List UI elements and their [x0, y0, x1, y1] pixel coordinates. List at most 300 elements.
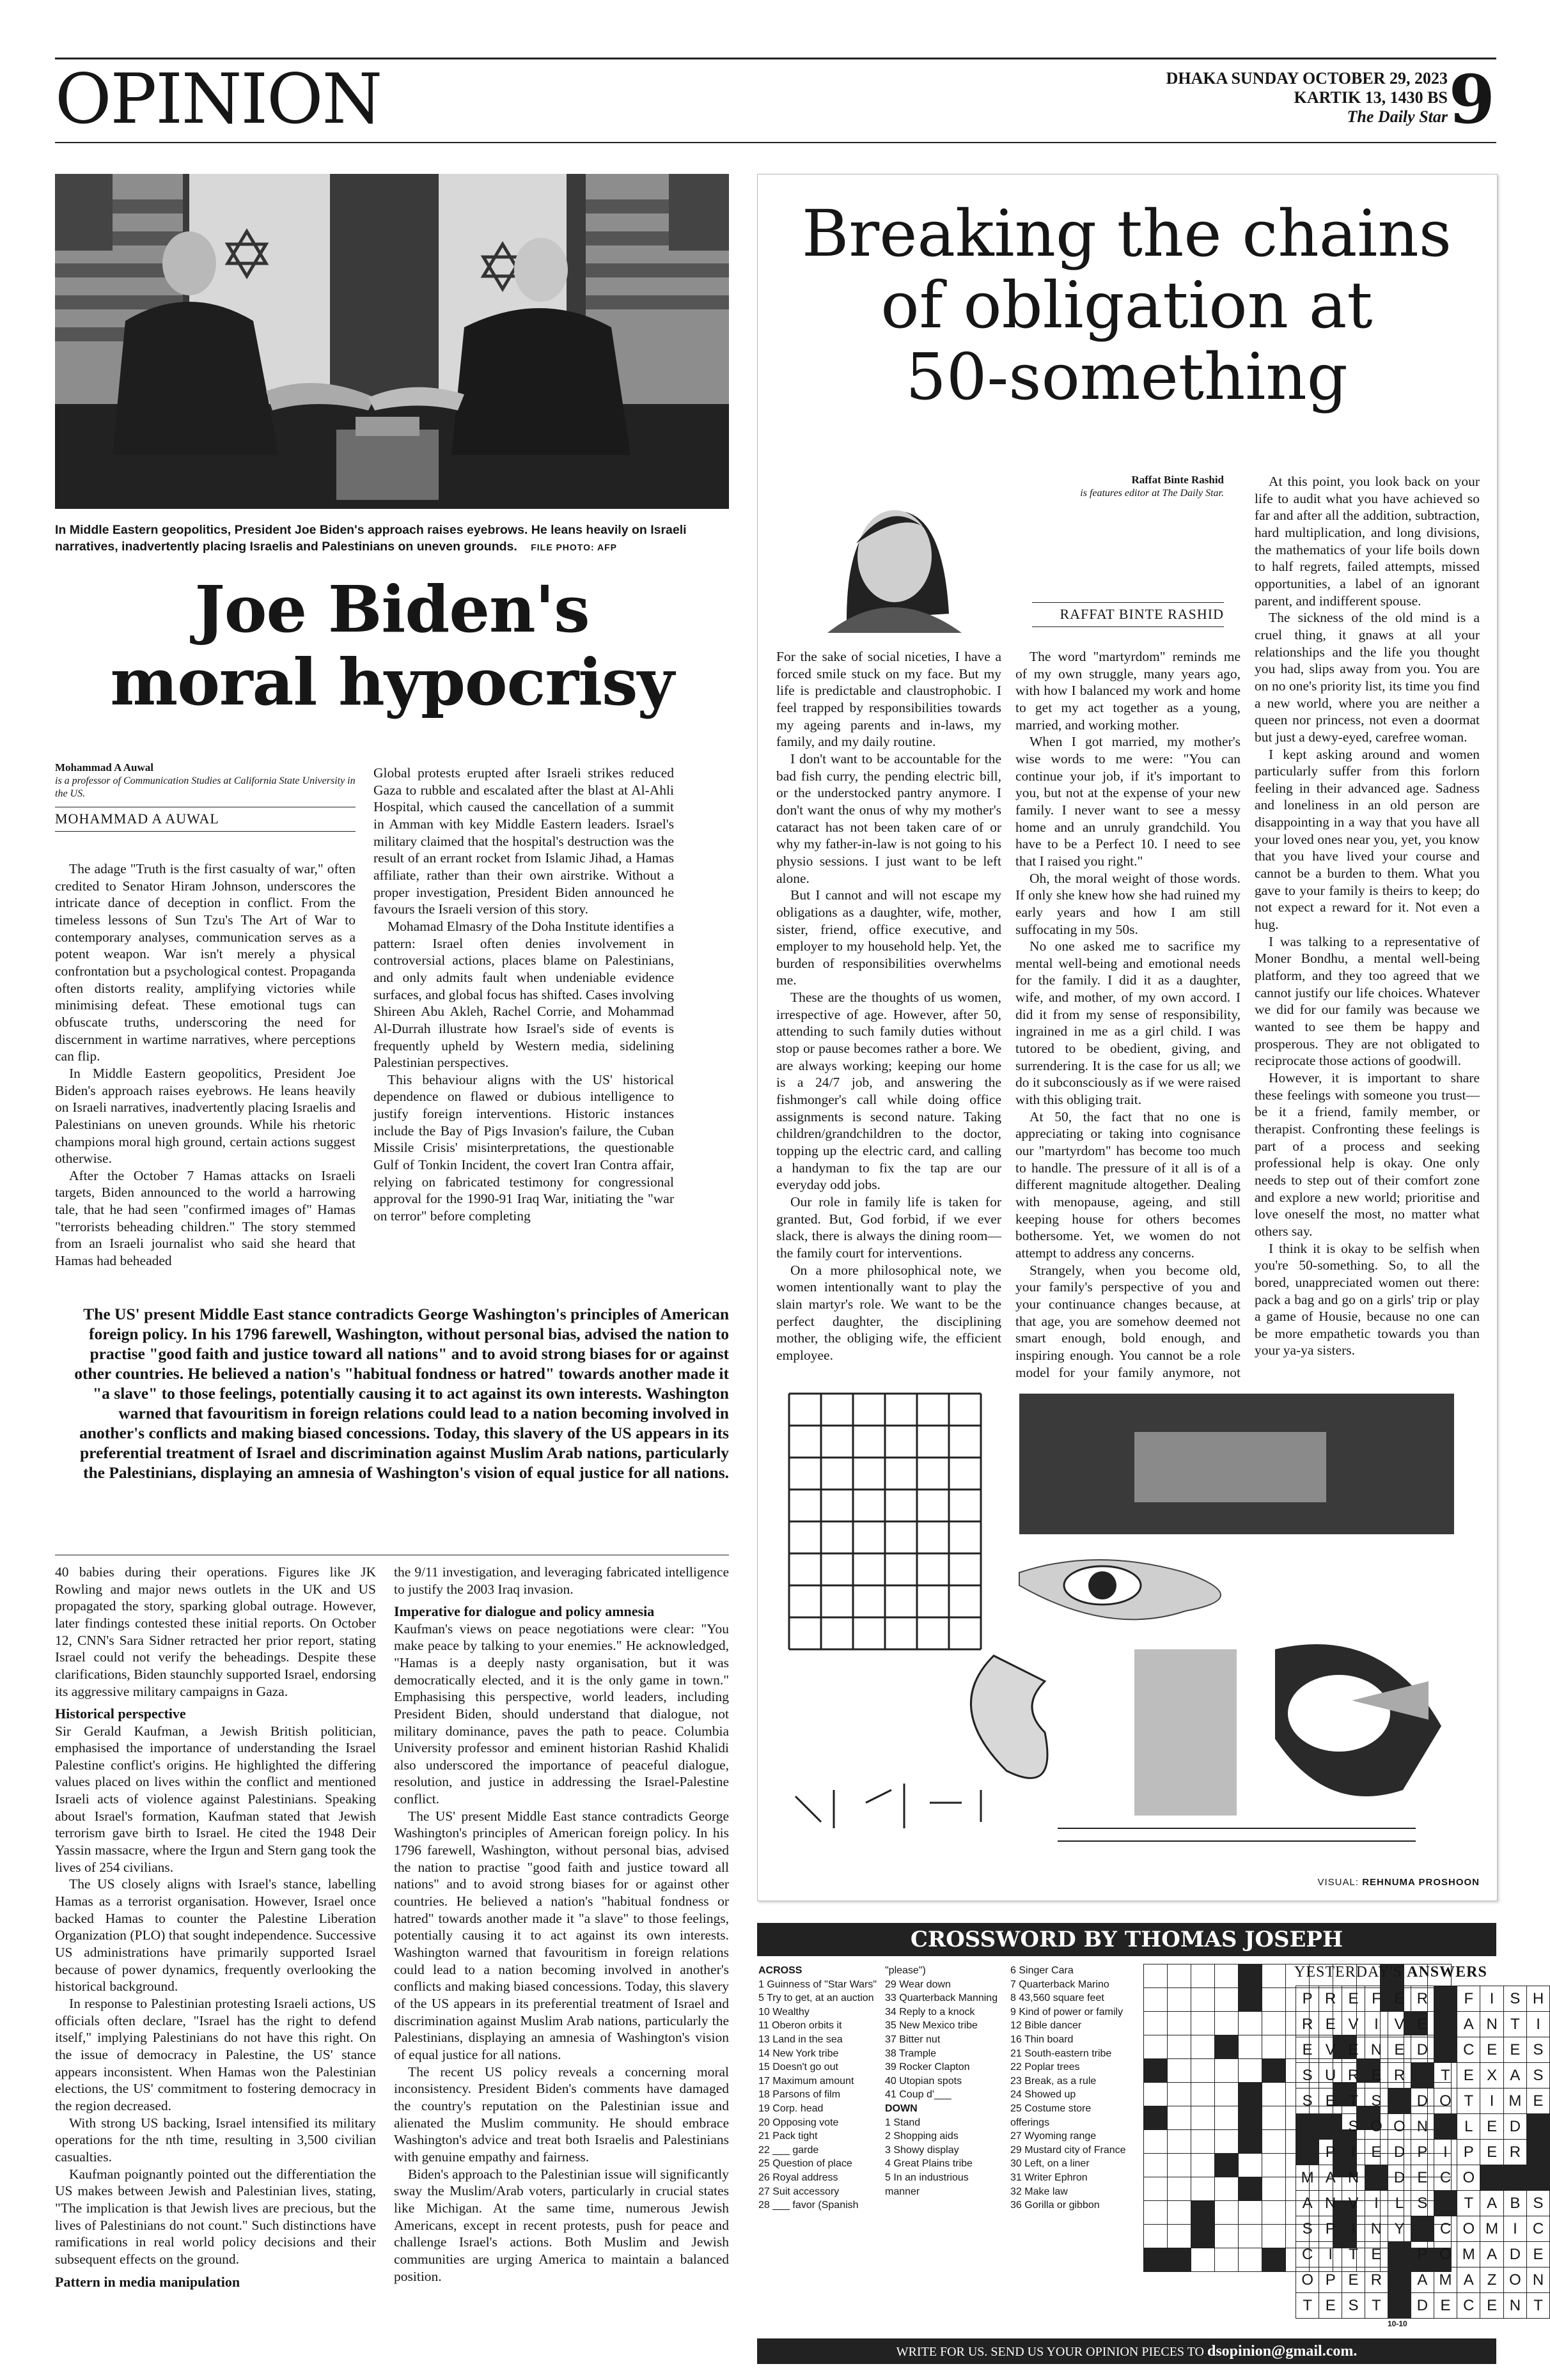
answer-cell: R	[1388, 2063, 1411, 2088]
answer-cell: D	[1503, 2114, 1526, 2140]
left-author-bio	[55, 761, 356, 800]
answer-cell: R	[1342, 2063, 1365, 2088]
paragraph: Sir Gerald Kaufman, a Jewish British politician, emphasised the importance of understanding the Israel Palestine conflict's origins. He highlighted the differing values placed on lives within the conflict and mentioned Israeli acts of violence against Palestinians. Speaking about Israel's formation, Kaufman stated that Jewish terrorism gave birth to Israel. He cited the 1948 Deir Yassin massacre, where the Irgun and Stern gang took the lives of 254 civilians.	[55, 1723, 376, 1875]
crossword-cell[interactable]	[1215, 2177, 1239, 2201]
answer-cell: S	[1527, 2063, 1550, 2088]
crossword-clue: 2 Shopping aids	[885, 2131, 959, 2142]
answer-cell	[1319, 2114, 1342, 2140]
paragraph: The word "martyrdom" reminds me of my own struggle, many years ago, with how I balanced my work and home to get my act together as a young, married, and working mother.	[1015, 649, 1241, 733]
crossword-cell[interactable]	[1168, 1988, 1191, 2012]
answer-cell: N	[1319, 2191, 1342, 2216]
crossword-cell[interactable]	[1168, 2012, 1191, 2035]
crossword-clue: 37 Bitter nut	[885, 2034, 941, 2045]
answer-cell: A	[1457, 2267, 1480, 2293]
answer-cell	[1527, 2165, 1550, 2191]
crossword-cell[interactable]	[1215, 2012, 1239, 2035]
crossword-clue: 10 Wealthy	[758, 2006, 810, 2018]
crossword-cell[interactable]	[1144, 2154, 1168, 2177]
crossword-cell[interactable]	[1168, 2035, 1191, 2059]
left-headline-line2: moral hypocrisy	[110, 644, 674, 720]
paragraph: I kept asking around and women particularly suffer from this forlorn feeling in their advanced age. Sadness and loneliness in an old person are disappointing in a way that you have all your loved ones near you, yet, you know that you have lived your course and cannot be a burden to them. What you gave to your family is theirs to keep; do not expect a reward for it. Not even a hug.	[1255, 746, 1480, 933]
answer-cell	[1296, 2114, 1319, 2140]
answer-cell: E	[1342, 2037, 1365, 2063]
answer-cell: I	[1480, 2088, 1503, 2114]
answer-cell: R	[1503, 2140, 1526, 2165]
answer-cell: E	[1365, 2063, 1388, 2088]
answer-cell: E	[1411, 2012, 1434, 2037]
paragraph: Mohamad Elmasry of the Doha Institute identifies a pattern: Israel often denies involvement in controversial actions, places blame on Palestinians, and only admits fault when undeniable evidence surfaces, and global focus has shifted. Cases involving Shireen Abu Akleh, Rachel Corrie, and Mohammad Al-Durrah illustrate how Israel's side of events is frequently upheld by Western media, sidelining Palestinian perspectives.	[373, 918, 674, 1071]
crossword-cell[interactable]	[1168, 2225, 1191, 2248]
right-col2	[1015, 648, 1241, 1380]
crossword-cell[interactable]	[1168, 2130, 1191, 2154]
answer-cell: M	[1457, 2242, 1480, 2267]
crossword-clue: 22 ___ garde	[758, 2144, 819, 2156]
crossword-cell	[1215, 2154, 1239, 2177]
answer-cell: E	[1434, 2293, 1457, 2319]
answer-cell: S	[1527, 2191, 1550, 2216]
answer-cell: H	[1527, 1986, 1550, 2012]
crossword-cell[interactable]	[1239, 2248, 1262, 2272]
answer-cell: V	[1342, 2012, 1365, 2037]
crossword-cell[interactable]	[1144, 2177, 1168, 2201]
answer-cell	[1365, 2165, 1388, 2191]
crossword-cell	[1239, 2106, 1262, 2130]
crossword-cell[interactable]	[1191, 2248, 1215, 2272]
answer-cell: R	[1365, 2267, 1388, 2293]
answer-cell	[1388, 2088, 1411, 2114]
paragraph: At 50, the fact that no one is appreciating or taking into cognisance our "martyrdom" has become too much to handle. The pressure of it all is of a different magnitude altogether. Dealing with menopause, ageing, and still keeping house for others becomes bothersome. Yet, we women do not attempt to address any concerns.	[1015, 1108, 1241, 1261]
answer-cell: O	[1434, 2242, 1457, 2267]
answer-cell: O	[1457, 2216, 1480, 2242]
crossword-clue: 22 Poplar trees	[1010, 2062, 1080, 2073]
answer-cell: E	[1319, 2293, 1342, 2319]
answer-cell: N	[1503, 2293, 1526, 2319]
crossword-cell[interactable]	[1144, 2225, 1168, 2248]
crossword-cell[interactable]	[1191, 2154, 1215, 2177]
footer-bar	[757, 2338, 1496, 2364]
crossword-clue: 21 South-eastern tribe	[1010, 2048, 1112, 2059]
crossword-clues-col1	[758, 1964, 880, 2213]
paragraph: Our role in family life is taken for granted. But, God forbid, if we ever slack, there is always the dining room—the family court for interventions.	[776, 1194, 1001, 1261]
answer-cell: O	[1296, 2267, 1319, 2293]
paragraph: In response to Palestinian protesting Israeli actions, US officials often declare, "Israel has the right to defend itself," implying Palestinians do not have this right. On the issue of democracy in Palestine, the US' stance appears inconsistent. When Hamas won the Palestinian elections, the US' commitment to fostering democracy in the region decreased.	[55, 1996, 376, 2113]
answer-cell: V	[1342, 2191, 1365, 2216]
answer-cell: O	[1365, 2114, 1388, 2140]
paragraph: After the October 7 Hamas attacks on Israeli targets, Biden announced to the world a harrowing tale, that he had seen "confirmed images of" Hamas "terrorists beheading children." The story stemmed from an Israeli journalist who said she heard that Hamas had beheaded	[55, 1167, 356, 1269]
answer-cell: A	[1503, 2063, 1526, 2088]
answer-cell: E	[1457, 2063, 1480, 2088]
crossword-cell[interactable]	[1168, 2154, 1191, 2177]
answer-cell: T	[1457, 2088, 1480, 2114]
crossword-cell[interactable]	[1215, 2106, 1239, 2130]
answer-cell: F	[1457, 1986, 1480, 2012]
photo-caption	[55, 522, 729, 556]
crossword-cell[interactable]	[1168, 1964, 1191, 1988]
answer-cell: A	[1411, 2267, 1434, 2293]
crossword-cell[interactable]	[1239, 2035, 1262, 2059]
answer-cell: C	[1457, 2293, 1480, 2319]
crossword-clue: manner	[885, 2186, 920, 2197]
answer-cell: E	[1365, 2140, 1388, 2165]
crossword-clue: 40 Utopian spots	[885, 2075, 962, 2087]
crossword-cell[interactable]	[1262, 2012, 1286, 2035]
answer-cell: E	[1296, 2037, 1319, 2063]
answer-cell: C	[1296, 2242, 1319, 2267]
answer-cell	[1434, 2191, 1457, 2216]
crossword-cell[interactable]	[1144, 2201, 1168, 2225]
answer-cell: O	[1388, 2114, 1411, 2140]
answer-cell: R	[1411, 1986, 1434, 2012]
answer-cell	[1411, 2063, 1434, 2088]
answer-cell: S	[1503, 1986, 1526, 2012]
crossword-cell[interactable]	[1262, 2177, 1286, 2201]
paragraph: No one asked me to sacrifice my mental well-being and emotional needs for the family. I did it as a daughter, wife, and mother, of my own accord. I did it from my sense of responsibility, ingrained in me as a girl child. I was tutored to be obedient, giving, and surrendering. It is the case for us all; we do it subconsciously as if we were raised with this obliging trait.	[1015, 938, 1241, 1108]
crossword-cell[interactable]	[1191, 2130, 1215, 2154]
answer-cell: T	[1527, 2293, 1550, 2319]
left-col1	[55, 860, 356, 1295]
paragraph: When I got married, my mother's wise words to me were: "You can continue your job, if it's important to you, but not at the expense of your new family. I never want to see a messy home and an unruly grandchild. You have to be a Perfect 10. I need to see that I raised you right."	[1015, 734, 1241, 869]
crossword-cell	[1191, 2201, 1215, 2225]
paper-logo: The Daily Star	[1347, 107, 1448, 126]
crossword-cell[interactable]	[1191, 2012, 1215, 2035]
answer-cell: I	[1480, 1986, 1503, 2012]
down-label: DOWN	[885, 2103, 918, 2114]
crossword-cell[interactable]	[1168, 2201, 1191, 2225]
crossword-cell[interactable]	[1262, 2106, 1286, 2130]
subheading-dialogue: Imperative for dialogue and policy amnesia	[394, 1603, 655, 1620]
crossword-clue: 24 Showed up	[1010, 2089, 1076, 2101]
paragraph: Biden's approach to the Palestinian issue will significantly sway the Muslim/Arab voters, particularly in crucial states like Michigan. At the same time, numerous Jewish Americans, except in recent protests, push for peace and challenge Israel's actions. Both Muslim and Jewish communities are urging America to maintain a balanced position.	[394, 2166, 729, 2284]
paragraph: The sickness of the old mind is a cruel thing, it gnaws at all your relationships and the life you thought you had, slips away from you. You are on no one's priority list, its time you find a new world, where you are neither a queen nor princess, not even a doormat but just a dewy-eyed, carefree woman.	[1255, 610, 1480, 745]
crossword-cell[interactable]	[1191, 2059, 1215, 2083]
crossword-cell[interactable]	[1215, 2225, 1239, 2248]
answer-cell	[1388, 2242, 1411, 2267]
answer-cell	[1411, 2216, 1434, 2242]
answer-cell: E	[1480, 2293, 1503, 2319]
answer-cell: P	[1411, 2140, 1434, 2165]
crossword-cell[interactable]	[1168, 2059, 1191, 2083]
crossword-cell[interactable]	[1144, 2130, 1168, 2154]
crossword-cell	[1168, 2248, 1191, 2272]
answer-cell: E	[1319, 2088, 1342, 2114]
answer-cell: A	[1296, 2191, 1319, 2216]
crossword-cell[interactable]	[1215, 2059, 1239, 2083]
crossword-clue: 5 In an industrious	[885, 2172, 969, 2183]
answers-title-bold: ANSWERS	[1407, 1964, 1487, 1980]
right-author-caps: RAFFAT BINTE RASHID	[1060, 606, 1224, 622]
crossword-cell[interactable]	[1191, 1988, 1215, 2012]
answer-cell: E	[1388, 2037, 1411, 2063]
answer-cell: C	[1434, 2165, 1457, 2191]
crossword-cell[interactable]	[1239, 2059, 1262, 2083]
answer-cell: M	[1296, 2165, 1319, 2191]
answer-cell: U	[1319, 2063, 1342, 2088]
crossword-cell[interactable]	[1239, 2201, 1262, 2225]
answer-cell: C	[1457, 2037, 1480, 2063]
crossword-clue: 21 Pack tight	[758, 2131, 818, 2142]
left-author-bio-text: is a professor of Communication Studies at California State University in the US.	[55, 775, 356, 799]
answer-cell: Y	[1388, 2216, 1411, 2242]
answer-cell: E	[1342, 2267, 1365, 2293]
crossword-clues-col3	[1010, 1964, 1138, 2213]
crossword-cell[interactable]	[1168, 2106, 1191, 2130]
answer-cell: D	[1411, 2037, 1434, 2063]
crossword-clue: 34 Reply to a knock	[885, 2006, 975, 2018]
crossword-cell[interactable]	[1144, 2035, 1168, 2059]
answer-cell: P	[1319, 2216, 1342, 2242]
answers-title	[1294, 1964, 1487, 1981]
answer-cell: E	[1527, 2088, 1550, 2114]
answers-title-prefix: YESTERDAY'S	[1294, 1964, 1403, 1980]
answer-cell	[1434, 2037, 1457, 2063]
bangla-date: KARTIK 13, 1430 BS	[1294, 88, 1448, 107]
crossword-clue: 29 Wear down	[885, 1979, 951, 1990]
crossword-clues-col2	[885, 1964, 1006, 2198]
right-author-bio	[1032, 473, 1224, 500]
crossword-clue: 23 Break, as a rule	[1010, 2075, 1097, 2087]
answer-cell: O	[1434, 2088, 1457, 2114]
crossword-cell[interactable]	[1215, 2083, 1239, 2106]
answer-cell: T	[1503, 2012, 1526, 2037]
answer-cell: E	[1480, 2114, 1503, 2140]
answer-cell: I	[1503, 2216, 1526, 2242]
crossword-clue: 38 Trample	[885, 2048, 937, 2059]
answer-cell	[1388, 2267, 1411, 2293]
crossword-cell	[1262, 2059, 1286, 2083]
answer-cell: I	[1365, 2012, 1388, 2037]
answer-cell: P	[1457, 2140, 1480, 2165]
answer-cell: R	[1296, 2012, 1319, 2037]
right-headline-line2: of obligation at	[881, 268, 1373, 343]
crossword-cell[interactable]	[1262, 1964, 1286, 1988]
crossword-clue: 20 Opposing vote	[758, 2117, 839, 2128]
visual-credit	[1279, 1877, 1480, 1888]
paragraph: This behaviour aligns with the US' historical dependence on flawed or dubious intelligence to justify foreign interventions. Historic instances include the Bay of Pigs Invasion's failure, the Cuban Missile Crisis' misinterpretations, the questionable Gulf of Tonkin Incident, the covert Iran Contra affair, relying on fabricated testimony for congressional approval for the 1990-91 Iraq War, initiating the "war on terror" before completing	[373, 1071, 674, 1224]
answer-cell: I	[1342, 2216, 1365, 2242]
crossword-cell[interactable]	[1239, 2154, 1262, 2177]
answer-cell: E	[1342, 1986, 1365, 2012]
crossword-clue: 16 Thin board	[1010, 2034, 1074, 2045]
answer-cell: M	[1434, 2267, 1457, 2293]
crossword-cell[interactable]	[1144, 2012, 1168, 2035]
crossword-cell	[1239, 2177, 1262, 2201]
crossword-cell[interactable]	[1144, 1988, 1168, 2012]
crossword-cell[interactable]	[1262, 2154, 1286, 2177]
left-col2	[373, 765, 674, 1295]
right-col3	[1255, 473, 1480, 1358]
crossword-cell[interactable]	[1262, 2083, 1286, 2106]
crossword-clue: 8 43,560 square feet	[1010, 1993, 1104, 2004]
paragraph: The US closely aligns with Israel's stance, labelling Hamas as a terrorist organisation. However, Israel once backed Hamas to counter the Palestine Liberation Organization (PLO) that sought independence. Successive US administrations have primarily supported Israel because of power dynamics, frequently overlooking the historical background.	[55, 1876, 376, 1995]
footer-email[interactable]: dsopinion@gmail.com.	[1207, 2343, 1358, 2360]
paragraph: However, it is important to share these feelings with someone you trust—be it a friend, family member, or therapist. Confronting these feelings is part of a process and seeking professional help is okay. One only needs to step out of their comfort zone and explore a new world; prioritise and love oneself the most, no matter what others say.	[1255, 1069, 1480, 1239]
visual-credit-label: VISUAL:	[1317, 1877, 1359, 1888]
crossword-cell[interactable]	[1215, 1988, 1239, 2012]
crossword-cell	[1191, 2225, 1215, 2248]
answer-cell: S	[1342, 2293, 1365, 2319]
crossword-cell[interactable]	[1191, 2083, 1215, 2106]
photo-credit: FILE PHOTO: AFP	[531, 542, 618, 552]
crossword-clue: 33 Quarterback Manning	[885, 1993, 998, 2004]
crossword-cell[interactable]	[1262, 1988, 1286, 2012]
paragraph: Kaufman poignantly pointed out the differentiation the US makes between Jewish and Palestinian lives, stating, "The implication is that Jewish lives are precious, but the lives of Palestinians do not count." Such distinctions have ramifications in real world policy decisions and their subsequent effects on the ground.	[55, 2166, 376, 2267]
answer-cell: I	[1434, 2140, 1457, 2165]
crossword-cell	[1144, 2059, 1168, 2083]
crossword-cell[interactable]	[1144, 2083, 1168, 2106]
answer-cell: I	[1342, 2140, 1365, 2165]
answer-cell: A	[1319, 2165, 1342, 2191]
answer-cell	[1434, 1986, 1457, 2012]
answer-cell: I	[1527, 2012, 1550, 2037]
answer-cell: L	[1388, 2191, 1411, 2216]
pull-quote: The US' present Middle East stance contradicts George Washington's principles of American foreign policy. In his 1796 farewell, Washington, without personal bias, advised the nation to practise "good faith and justice toward all nations" and to avoid strong biases for or against other countries. He believed a nation's "habitual fondness or hatred" towards another made it "a slave" to those feelings, potentially causing it to act against its own interests. Washington warned that favouritism in foreign relations could lead to a nation becoming involved in another's conflicts and making biased concessions. Today, this slavery of the US appears in its preferential treatment of Israel and discrimination against Muslim Arab nations, particularly the Palestinians, displaying an amnesia of Washington's vision of equal justice for all nations.	[74, 1305, 729, 1482]
caption-text: In Middle Eastern geopolitics, President Joe Biden's approach raises eyebrows. He leans heavily on Israeli narratives, inadvertently placing Israelis and Palestinians on uneven grounds.	[55, 523, 687, 554]
crossword-cell	[1144, 2106, 1168, 2130]
paragraph: In Middle Eastern geopolitics, President Joe Biden's approach raises eyebrows. He leans heavily on Israeli narratives, inadvertently placing Israelis and Palestinians on uneven grounds. While his rhetoric champions moral high ground, certain actions suggest otherwise.	[55, 1065, 356, 1167]
answer-cell: D	[1388, 2165, 1411, 2191]
crossword-cell	[1262, 2248, 1286, 2272]
collage-illustration	[776, 1381, 1480, 1873]
crossword-cell[interactable]	[1144, 1964, 1168, 1988]
left-col4	[394, 1564, 729, 2326]
date-text: DHAKA SUNDAY OCTOBER 29, 2023	[1166, 69, 1448, 88]
right-author-rule-top	[1032, 602, 1224, 603]
paragraph: With strong US backing, Israel intensified its military operations for the nth time, resulting in 3,500 civilian casualties.	[55, 2115, 376, 2165]
crossword-cell[interactable]	[1191, 2177, 1215, 2201]
answer-cell: A	[1457, 2012, 1480, 2037]
crossword-cell[interactable]	[1239, 2225, 1262, 2248]
answer-cell: D	[1503, 2242, 1526, 2267]
crossword-cell[interactable]	[1215, 2201, 1239, 2225]
answer-cell: T	[1342, 2242, 1365, 2267]
answer-cell: A	[1480, 2242, 1503, 2267]
answer-cell: D	[1411, 2088, 1434, 2114]
answer-cell: S	[1365, 2088, 1388, 2114]
answer-cell: N	[1411, 2114, 1434, 2140]
crossword-clue: 1 Guinness of "Star Wars"	[758, 1979, 877, 1990]
paragraph: These are the thoughts of us women, irrespective of age. However, after 50, attending to such family duties without stop or pause becomes rather a bore. We are always working; keeping our home is a 24/7 job, and answering the fishmonger's call while doing office assignments is second nature. Taking children/grandchildren to the doctor, topping up the electric card, and calling a handyman to fix the tap are our everyday odd jobs.	[776, 990, 1001, 1193]
paragraph: I don't want to be accountable for the bad fish curry, the pending electric bill, or the understocked pantry anymore. I don't want the onus of why my mother's cataract has not been taken care of or why my father-in-law is not going to his physio sessions. I just want to be left alone.	[776, 751, 1001, 886]
visual-credit-name: REHNUMA PROSHOON	[1362, 1877, 1480, 1888]
answer-cell: T	[1296, 2293, 1319, 2319]
answer-cell: C	[1434, 2216, 1457, 2242]
crossword-clue: "please")	[885, 1965, 926, 1976]
crossword-cell[interactable]	[1262, 2035, 1286, 2059]
right-author-bio-text: is features editor at The Daily Star.	[1080, 488, 1224, 499]
left-headline-line1: Joe Biden's	[194, 572, 590, 647]
answer-cell: S	[1411, 2191, 1434, 2216]
crossword-cell[interactable]	[1191, 2035, 1215, 2059]
answer-cell: I	[1365, 2191, 1388, 2216]
crossword-clue: 27 Suit accessory	[758, 2186, 840, 2197]
answer-cell: P	[1411, 2242, 1434, 2267]
crossword-cell	[1239, 2130, 1262, 2154]
answer-cell: C	[1527, 2216, 1550, 2242]
right-author-bio-name: Raffat Binte Rashid	[1131, 474, 1224, 486]
crossword-cell[interactable]	[1262, 2130, 1286, 2154]
answer-cell: Z	[1480, 2267, 1503, 2293]
answer-cell: V	[1319, 2037, 1342, 2063]
answer-cell	[1527, 2114, 1550, 2140]
answer-cell	[1388, 2293, 1411, 2319]
answer-cell: F	[1365, 1986, 1388, 2012]
author-portrait	[776, 473, 1006, 633]
crossword-clue: 18 Parsons of film	[758, 2089, 841, 2101]
dateline	[1166, 69, 1448, 127]
answer-cell: O	[1503, 2267, 1526, 2293]
answer-cell: E	[1388, 1986, 1411, 2012]
answer-cell: P	[1296, 1986, 1319, 2012]
crossword-clue: 6 Singer Cara	[1010, 1965, 1074, 1976]
crossword-cell[interactable]	[1215, 2248, 1239, 2272]
crossword-clue: 32 Make law	[1010, 2186, 1068, 2197]
answer-cell: E	[1480, 2140, 1503, 2165]
crossword-cell[interactable]	[1262, 2201, 1286, 2225]
crossword-clue: 39 Rocker Clapton	[885, 2062, 970, 2073]
answer-cell: A	[1480, 2191, 1503, 2216]
masthead-rule	[55, 142, 1496, 143]
answer-cell	[1527, 2140, 1550, 2165]
crossword-cell[interactable]	[1215, 1964, 1239, 1988]
crossword-clue: 13 Land in the sea	[758, 2034, 843, 2045]
paragraph: At this point, you look back on your life to audit what you have achieved so far and after all the addition, subtraction, hard multiplication, and long divisions, the mathematics of your life boils down to half regrets, failed attempts, missed opportunities, a label of an ignorant parent, and indifferent spouse.	[1255, 474, 1480, 609]
crossword-cell[interactable]	[1191, 1964, 1215, 1988]
crossword-cell[interactable]	[1239, 2012, 1262, 2035]
answer-cell: T	[1365, 2293, 1388, 2319]
right-headline-line3: 50-something	[905, 339, 1348, 414]
right-headline	[757, 198, 1496, 413]
paragraph: I think it is okay to be selfish when you're 50-something. So, to all the bored, unappreciated women out there: pack a bag and go on a girls' trip or play a game of Housie, because no one can be more empathetic towards you than your ya-ya sisters.	[1255, 1240, 1480, 1358]
left-author-caps: MOHAMMAD A AUWAL	[55, 811, 219, 827]
subheading-historical: Historical perspective	[55, 1706, 186, 1722]
biden-netanyahu-photo	[55, 174, 729, 509]
crossword-cell[interactable]	[1168, 2177, 1191, 2201]
crossword-clue: 3 Showy display	[885, 2144, 959, 2156]
crossword-cell[interactable]	[1215, 2130, 1239, 2154]
crossword-cell[interactable]	[1262, 2225, 1286, 2248]
crossword-clue: 12 Bible dancer	[1010, 2020, 1082, 2032]
answer-cell: N	[1365, 2216, 1388, 2242]
crossword-date-code: 10-10	[1388, 2319, 1407, 2328]
answers-grid	[1296, 1986, 1550, 2319]
crossword-clue: 28 ___ favor (Spanish	[758, 2200, 859, 2211]
answer-cell: X	[1480, 2063, 1503, 2088]
answer-cell: N	[1342, 2165, 1365, 2191]
left-author-bio-name: Mohammad A Auwal	[55, 761, 153, 774]
crossword-clue: 35 New Mexico tribe	[885, 2020, 978, 2032]
paragraph: For the sake of social niceties, I have a forced smile stuck on my face. But my life is predictable and claustrophobic. I feel trapped by responsibilities towards my ageing parents and in-laws, my family, and my daily routine.	[776, 649, 1001, 750]
handshake-photo-illustration	[55, 174, 729, 509]
crossword-cell[interactable]	[1191, 2106, 1215, 2130]
left-col3	[55, 1564, 376, 2326]
answer-cell: P	[1319, 2140, 1342, 2165]
answer-cell: N	[1480, 2012, 1503, 2037]
answer-cell	[1434, 2012, 1457, 2037]
answer-cell: S	[1296, 2088, 1319, 2114]
answer-cell: T	[1434, 2063, 1457, 2088]
answer-cell: N	[1527, 2267, 1550, 2293]
answer-cell: T	[1342, 2088, 1365, 2114]
crossword-cell	[1239, 1988, 1262, 2012]
paragraph: But I cannot and will not escape my obligations as a daughter, wife, mother, sister, friend, office executive, and employer to my household help. Yet, the burden of responsibilities overwhelms me.	[776, 887, 1001, 988]
answer-cell: S	[1527, 2037, 1550, 2063]
crossword-clue: 19 Corp. head	[758, 2103, 824, 2114]
answer-cell: S	[1296, 2063, 1319, 2088]
crossword-cell[interactable]	[1168, 2083, 1191, 2106]
footer-text: WRITE FOR US. SEND US YOUR OPINION PIECES TO	[896, 2345, 1204, 2359]
answer-cell	[1480, 2165, 1503, 2191]
paragraph: 40 babies during their operations. Figures like JK Rowling and major news outlets in the UK and US propagated the story, sparking global outrage. However, later findings contested these initial reports. On October 12, CNN's Sara Sidner retracted her prior report, stating Israel could not verify the beheadings. Despite these clarifications, Biden staunchly supported Israel, endorsing its aggressive military campaigns in Gaza.	[55, 1564, 376, 1699]
